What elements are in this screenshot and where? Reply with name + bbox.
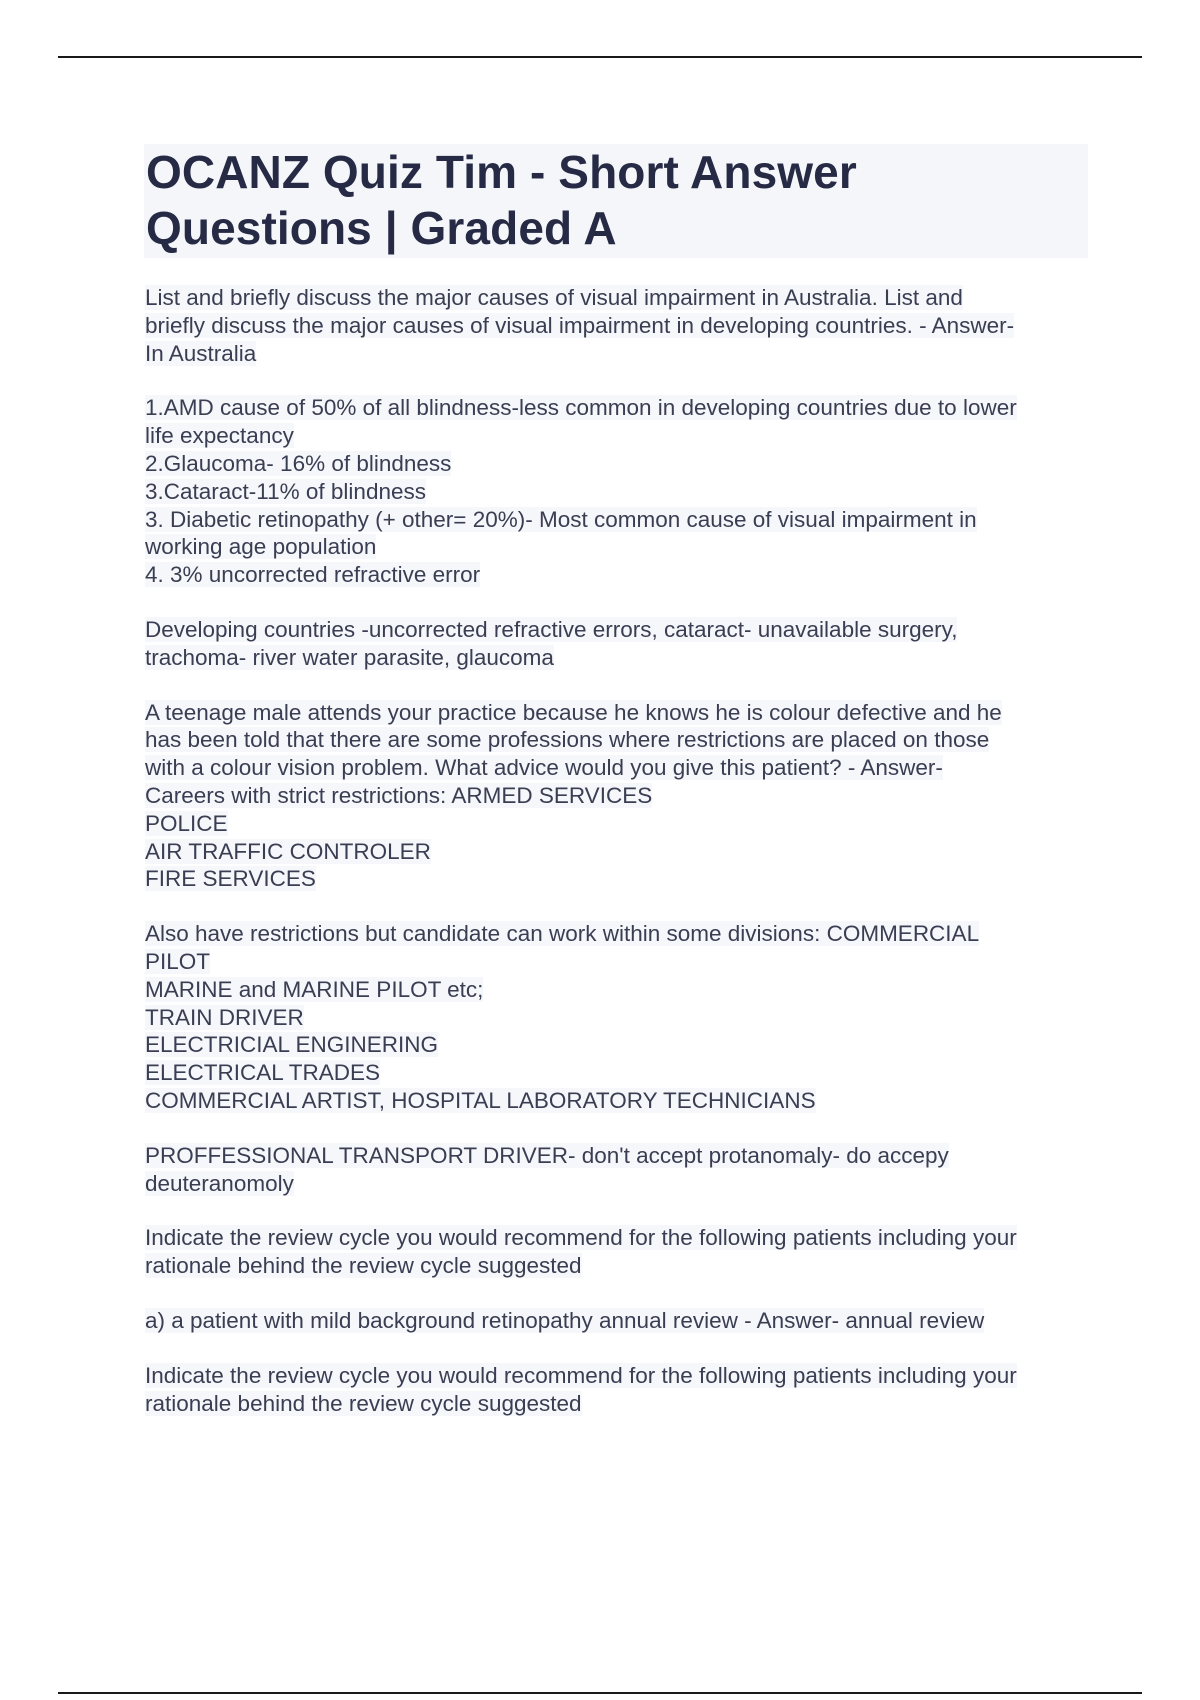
- text-line-content: rationale behind the review cycle suggested: [145, 1390, 582, 1416]
- text-line: [145, 1307, 1090, 1335]
- text-line: [145, 616, 1090, 644]
- text-line-content: 3.Cataract-11% of blindness: [145, 478, 426, 504]
- text-line: [145, 340, 1090, 368]
- paragraph: [145, 699, 1090, 894]
- title-line: OCANZ Quiz Tim - Short Answer: [146, 146, 857, 198]
- text-line-content: COMMERCIAL ARTIST, HOSPITAL LABORATORY TECHNICIANS: [145, 1087, 816, 1113]
- text-line: [145, 838, 1090, 866]
- text-line-content: Indicate the review cycle you would recommend for the following patients including your: [145, 1362, 1017, 1388]
- text-line-content: working age population: [145, 534, 377, 560]
- text-line-content: In Australia: [145, 340, 257, 366]
- text-line-content: a) a patient with mild background retinopathy annual review - Answer- annual review: [145, 1307, 985, 1333]
- text-line: [145, 1362, 1090, 1390]
- text-line-content: PROFFESSIONAL TRANSPORT DRIVER- don't accept protanomaly- do accepy: [145, 1142, 949, 1168]
- paragraph: [145, 284, 1090, 367]
- paragraph: [145, 394, 1090, 589]
- text-line-content: deuteranomoly: [145, 1170, 294, 1196]
- title-line: Questions | Graded A: [146, 202, 617, 254]
- text-line: [145, 1170, 1090, 1198]
- text-line-content: ELECTRICIAL ENGINERING: [145, 1032, 438, 1058]
- text-line: [145, 754, 1090, 782]
- text-line: [145, 1004, 1090, 1032]
- text-line-content: Developing countries -uncorrected refractive errors, cataract- unavailable surgery,: [145, 616, 958, 642]
- text-line: [145, 699, 1090, 727]
- text-line-content: rationale behind the review cycle suggested: [145, 1253, 582, 1279]
- text-line-content: life expectancy: [145, 423, 294, 449]
- text-line-content: briefly discuss the major causes of visual impairment in developing countries. - Answer-: [145, 312, 1015, 338]
- text-line: [145, 1252, 1090, 1280]
- text-line: [145, 478, 1090, 506]
- text-line-content: TRAIN DRIVER: [145, 1004, 304, 1030]
- text-line: [145, 865, 1090, 893]
- paragraph: [145, 616, 1090, 672]
- text-line: [145, 1224, 1090, 1252]
- text-line: [145, 1087, 1090, 1115]
- text-line-content: Indicate the review cycle you would recommend for the following patients including your: [145, 1225, 1017, 1251]
- text-line-content: Careers with strict restrictions: ARMED SERVICES: [145, 782, 653, 808]
- top-rule: [58, 56, 1142, 58]
- text-line: [145, 976, 1090, 1004]
- document-body: [145, 284, 1090, 1444]
- text-line: [145, 506, 1090, 534]
- text-line: [145, 394, 1090, 422]
- text-line-content: AIR TRAFFIC CONTROLER: [145, 838, 431, 864]
- text-line: [145, 284, 1090, 312]
- page-title: [146, 144, 1082, 256]
- text-line-content: with a colour vision problem. What advice would you give this patient? - Answer-: [145, 755, 943, 781]
- text-line: [145, 948, 1090, 976]
- text-line-content: ELECTRICAL TRADES: [145, 1060, 381, 1086]
- text-line: [145, 1059, 1090, 1087]
- text-line: [145, 810, 1090, 838]
- text-line-content: POLICE: [145, 810, 228, 836]
- paragraph: [145, 1142, 1090, 1198]
- paragraph: [145, 1307, 1090, 1335]
- title-block: [144, 144, 1088, 258]
- text-line: [145, 422, 1090, 450]
- text-line: [145, 1031, 1090, 1059]
- text-line-content: FIRE SERVICES: [145, 866, 316, 892]
- paragraph: [145, 920, 1090, 1115]
- text-line: [145, 726, 1090, 754]
- text-line: [145, 561, 1090, 589]
- text-line: [145, 450, 1090, 478]
- text-line-content: List and briefly discuss the major causes of visual impairment in Australia. List and: [145, 285, 963, 310]
- text-line-content: Also have restrictions but candidate can work within some divisions: COMMERCIAL: [145, 921, 980, 947]
- text-line-content: A teenage male attends your practice because he knows he is colour defective and he: [145, 699, 1002, 725]
- bottom-rule: [58, 1692, 1142, 1694]
- text-line: [145, 1390, 1090, 1418]
- text-line: [145, 920, 1090, 948]
- text-line: [145, 312, 1090, 340]
- text-line-content: MARINE and MARINE PILOT etc;: [145, 976, 484, 1002]
- text-line-content: 2.Glaucoma- 16% of blindness: [145, 450, 452, 476]
- text-line-content: 4. 3% uncorrected refractive error: [145, 562, 481, 588]
- text-line-content: has been told that there are some professions where restrictions are placed on those: [145, 727, 990, 753]
- text-line: [145, 1142, 1090, 1170]
- text-line-content: trachoma- river water parasite, glaucoma: [145, 644, 554, 670]
- text-line-content: 1.AMD cause of 50% of all blindness-less common in developing countries due to lower: [145, 395, 1017, 421]
- text-line-content: 3. Diabetic retinopathy (+ other= 20%)- Most common cause of visual impairment in: [145, 506, 977, 532]
- text-line: [145, 782, 1090, 810]
- paragraph: [145, 1224, 1090, 1280]
- text-line: [145, 533, 1090, 561]
- text-line: [145, 644, 1090, 672]
- paragraph: [145, 1362, 1090, 1418]
- text-line-content: PILOT: [145, 948, 211, 974]
